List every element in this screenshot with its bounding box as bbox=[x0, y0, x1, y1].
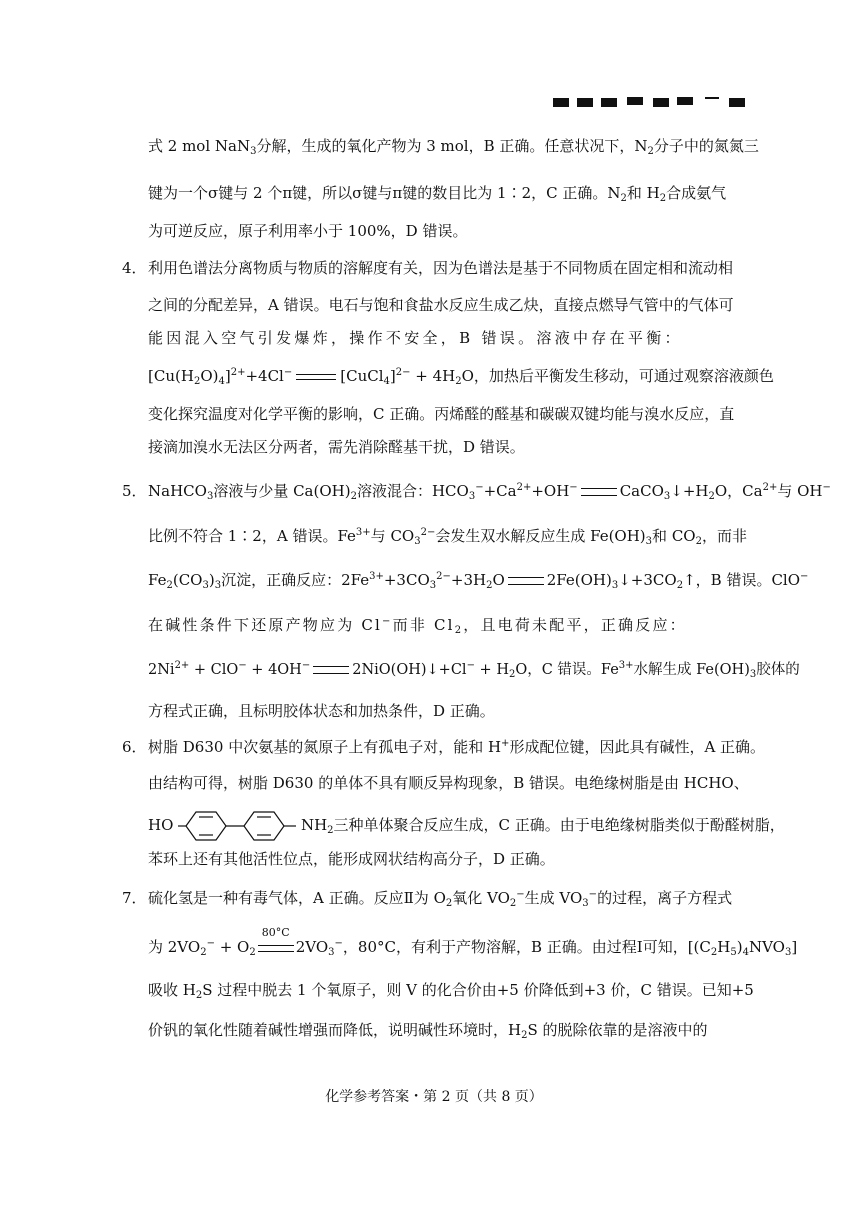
equals-sign bbox=[313, 666, 349, 674]
header-mark bbox=[729, 98, 745, 107]
text-line: 能因混入空气引发爆炸，操作不安全，B 错误。溶液中存在平衡： bbox=[148, 329, 683, 347]
text-line: 利用色谱法分离物质与物质的溶解度有关，因为色谱法是基于不同物质在固定相和流动相 bbox=[148, 259, 734, 277]
equals-sign bbox=[508, 577, 544, 585]
text-line: 苯环上还有其他活性位点，能形成网状结构高分子，D 正确。 bbox=[148, 850, 555, 868]
header-mark bbox=[677, 97, 693, 105]
text-line: 在碱性条件下还原产物应为 Cl−而非 $Cl_2$，且电荷未配平，正确反应： bbox=[148, 616, 687, 636]
reaction-condition: 80°C bbox=[256, 937, 296, 957]
text-line: $Fe_2(CO_3)_3$沉淀，正确反应：$2Fe^{3+}+3CO_3^{2-}+3H_2O$ $2Fe(OH)_3↓+3CO_2↑$，B 错误。ClO− bbox=[148, 571, 809, 591]
text-line: 为可逆反应，原子利用率小于 100%，D 错误。 bbox=[148, 222, 468, 240]
text-line: 式 2 mol NaN$_3$分解，生成的氧化产物为 3 mol，B 正确。任意状况下，$N_2$分子中的氮氮三 bbox=[148, 137, 759, 157]
text-line: 比例不符合 1∶2，A 错误。$Fe^{3+}$与 $CO_3^{2-}$会发生双水解反应生成 $Fe(OH)_3$和 $CO_2$，而非 bbox=[148, 527, 747, 547]
text-line: 价钒的氧化性随着碱性增强而降低，说明碱性环境时，$H_2S$ 的脱除依靠的是溶液中的 bbox=[148, 1021, 708, 1041]
text-line: 接滴加溴水无法区分两者，需先消除醛基干扰，D 错误。 bbox=[148, 438, 525, 456]
header-mark bbox=[553, 98, 569, 107]
question-number: 7． bbox=[122, 889, 147, 907]
text-line: 之间的分配差异，A 错误。电石与饱和食盐水反应生成乙炔，直接点燃导气管中的气体可 bbox=[148, 296, 734, 314]
text-line: $[Cu(H_2O)_4]^{2+}+4Cl^-$ [CuCl$_4$]$^{2-}$ + $4H_2O$，加热后平衡发生移动，可通过观察溶液颜色 bbox=[148, 367, 774, 387]
text-line: 树脂 D630 中次氨基的氮原子上有孤电子对，能和 H+形成配位键，因此具有碱性，A 正确。 bbox=[148, 738, 766, 756]
biphenyl-structure-icon bbox=[178, 809, 296, 843]
text-line: 方程式正确，且标明胶体状态和加热条件，D 正确。 bbox=[148, 702, 495, 720]
question-number: 5． bbox=[122, 482, 147, 500]
text-line: HO $NH_2$三种单体聚合反应生成，C 正确。由于电绝缘树脂类似于酚醛树脂， bbox=[148, 809, 785, 843]
question-number: 6． bbox=[122, 738, 147, 756]
equals-sign bbox=[581, 488, 617, 496]
header-mark bbox=[577, 98, 593, 107]
header-mark bbox=[653, 98, 669, 107]
text-line: 硫化氢是一种有毒气体，A 正确。反应Ⅱ为 $O_2$氧化 $VO_2^-$生成 $VO_3^-$的过程，离子方程式 bbox=[148, 889, 733, 909]
text-line: 变化探究温度对化学平衡的影响，C 正确。丙烯醛的醛基和碳碳双键均能与溴水反应，直 bbox=[148, 405, 735, 423]
header-mark bbox=[601, 98, 617, 107]
question-number: 4． bbox=[122, 259, 147, 277]
header-mark bbox=[627, 97, 643, 105]
page-footer: 化学参考答案・第 2 页（共 8 页） bbox=[325, 1089, 543, 1105]
header-mark bbox=[705, 97, 719, 99]
text-line: 吸收 $H_2S$ 过程中脱去 1 个氧原子，则 V 的化合价由+5 价降低到+3 价，C 错误。已知+5 bbox=[148, 981, 754, 1001]
text-line: $2Ni^{2+} + ClO^- + 4OH^-$ 2NiO(OH)↓+Cl− + $H_2O$，C 错误。$Fe^{3+}$水解生成 $Fe(OH)_3$胶体的 bbox=[148, 660, 800, 680]
text-line: 键为一个σ键与 2 个π键，所以σ键与π键的数目比为 1∶2，C 正确。$N_2$和 $H_2$合成氨气 bbox=[148, 184, 727, 204]
header-marks bbox=[553, 97, 748, 109]
text-line: NaHCO$_3$溶液与少量 $Ca(OH)_2$溶液混合：$HCO_3^-+Ca^{2+}+OH^-$ $CaCO_3↓+H_2O$，$Ca^{2+}$与 OH− bbox=[148, 482, 831, 502]
text-line: 由结构可得，树脂 D630 的单体不具有顺反异构现象，B 错误。电绝缘树脂是由 HCHO、 bbox=[148, 774, 749, 792]
text-line: 为 $2VO_2^- + O_2$ 80°C $2VO_3^-$，80°C，有利于产物溶解，B 正确。由过程Ⅰ可知，$[(C_2H_5)_4NVO_3]$ bbox=[148, 926, 798, 958]
reversible-arrow bbox=[296, 373, 336, 381]
